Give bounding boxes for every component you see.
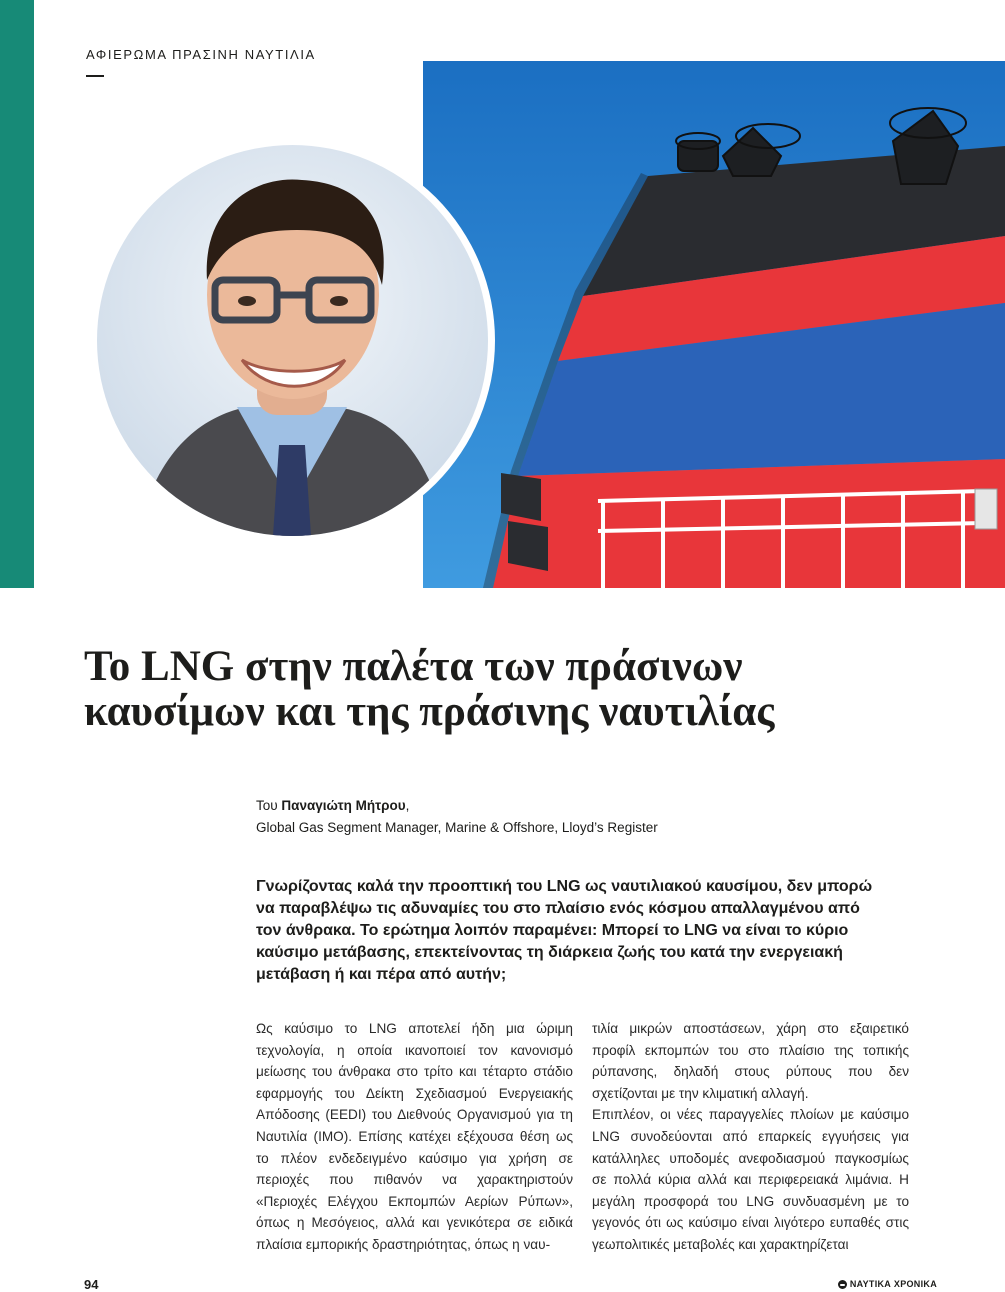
title-line-1: Το LNG στην παλέτα των πράσινων xyxy=(84,643,743,690)
page-number: 94 xyxy=(84,1277,99,1292)
author-portrait xyxy=(97,145,488,536)
title-line-2: καυσίμων και της πράσινης ναυτιλίας xyxy=(84,688,775,735)
ship-funnel-photo xyxy=(423,61,1005,588)
body-column-right xyxy=(592,1018,909,1256)
author-name: Παναγιώτη Μήτρου xyxy=(281,798,406,813)
byline-comma: , xyxy=(405,798,410,813)
brand-logo-icon xyxy=(838,1280,847,1289)
body-paragraph: τιλία μικρών αποστάσεων, χάρη στο εξαιρετικό προφίλ εκπομπών του στο πλαίσιο της τοπικής ρύπανσης, δηλαδή στους ρύπους που δεν σχετίζονται με την κλιματική αλλαγή. xyxy=(592,1021,909,1101)
article-lead: Γνωρίζοντας καλά την προοπτική του LNG ως ναυτιλιακού καυσίμου, δεν μπορώ να παραβλέψω τις αδυναμίες του στο πλαίσιο ενός κόσμου απαλλαγμένου από τον άνθρακα. Το ερώτημα λοιπόν παραμένει: Μπορεί το LNG να είναι το κύριο καύσιμο μετάβασης, επεκτείνοντας τη διάρκεια ζωής του κατά την ενεργειακή μετάβαση ή και πέρα από αυτήν; xyxy=(256,878,873,983)
byline-prefix: Του xyxy=(256,798,278,813)
body-column-left xyxy=(256,1018,573,1256)
brand-name: ΝΑΥΤΙΚΑ ΧΡΟΝΙΚΑ xyxy=(849,1279,937,1289)
body-paragraph: Ως καύσιμο το LNG αποτελεί ήδη μια ώριμη τεχνολογία, η οποία ικανοποιεί τον κανονισμό μείωσης του άνθρακα στο τρίτο και τέταρτο στάδιο εφαρμογής του Δείκτη Σχεδιασμού Ενεργειακής Απόδοσης (EEDI) του Διεθνούς Οργανισμού για τη Ναυτιλία (IMO). Επίσης κατέχει εξέχουσα θέση ως το πλέον ενδεδειγμένο καύσιμο για χρήση σε περιοχές που πιθανόν να χαρακτηριστούν «Περιοχές Ελέγχου Εκπομπών Αερίων Ρύπων», όπως η Μεσόγειος, αλλά και γενικότερα σε ειδικά πλαίσια εμπορικής δραστηριότητας, όπως η ναυ- xyxy=(256,1021,573,1252)
article-title xyxy=(84,644,964,734)
byline xyxy=(256,795,658,839)
section-color-bar xyxy=(0,0,34,588)
body-paragraph: Επιπλέον, οι νέες παραγγελίες πλοίων με καύσιμο LNG συνοδεύονται από επαρκείς εγγυήσεις για κατάλληλες υποδομές ανεφοδιασμού παγκοσμίως σε πολλά κύρια αλλά και περιφερειακά λιμάνια. Η μεγάλη προσφορά του LNG συνδυασμένη με το γεγονός ότι ως καύσιμο είναι λιγότερο ευπαθές στις γεωπολιτικές μεταβολές και χαρακτηρίζεται xyxy=(592,1107,909,1252)
author-role: Global Gas Segment Manager, Marine & Offshore, Lloyd’s Register xyxy=(256,820,658,835)
kicker-rule xyxy=(86,75,104,77)
section-kicker: ΑΦΙΕΡΩΜΑ ΠΡΑΣΙΝΗ ΝΑΥΤΙΛΙΑ xyxy=(86,47,316,62)
footer-brand xyxy=(838,1279,937,1289)
